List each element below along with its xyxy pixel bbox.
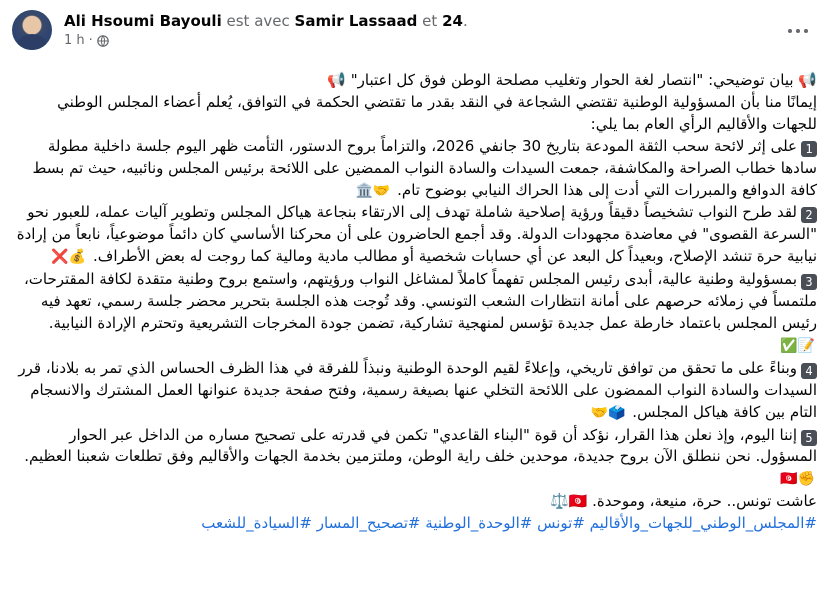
period: . bbox=[462, 12, 468, 30]
number-5-icon: 5 bbox=[801, 430, 817, 446]
post-meta bbox=[64, 33, 109, 48]
tagged-name[interactable]: Samir Lassaad bbox=[294, 12, 418, 30]
number-1-icon: 1 bbox=[801, 141, 817, 157]
author-name[interactable]: Ali Hsoumi Bayouli bbox=[64, 12, 222, 30]
post-body bbox=[12, 70, 817, 535]
globe-icon bbox=[97, 35, 109, 47]
point-4: 4وبناءً على ما تحقق من توافق تاريخي، وإعلاءً لقيم الوحدة الوطنية ونبذاً للفرقة في هذا الظرف الحساس الذي تمر به بلادنا، قرر السيدات والسادة النواب الممضون على اللائحة التخلي عنها بصيغة رسمية، وفتح صفحة جديدة عنوانها العمل المشترك والانسجام التام بين كافة هياكل المجلس. 🗳️🤝 bbox=[18, 358, 817, 421]
number-2-icon: 2 bbox=[801, 207, 817, 223]
post-closing: عاشت تونس.. حرة، منيعة، وموحدة. 🇹🇳⚖️ bbox=[549, 492, 817, 511]
and-text: et bbox=[422, 12, 438, 30]
post-header bbox=[12, 10, 817, 62]
author-line bbox=[64, 12, 468, 30]
post-lead: إيمانًا منا بأن المسؤولية الوطنية تقتضي الشجاعة في النقد بقدر ما تقتضي الحكمة في التوافق، يُعلم أعضاء المجلس الوطني للجهات والأقاليم الرأي العام بما يلي: bbox=[57, 92, 817, 133]
point-3: 3بمسؤولية وطنية عالية، أبدى رئيس المجلس تفهماً كاملاً لمشاغل النواب ورؤيتهم، واستمع بروح وطنية متقدة لكافة المقترحات، ملتمساً في زملائه حرصهم على أمانة انتظارات الشعب التونسي. وقد تُوجت هذه الجلسة بتحرير محضر جلسة رسمي، تعهد فيه رئيس المجلس باعتماد خارطة عمل جديدة تؤسس لمنهجية تشاركية، تضمن جودة المخرجات التشريعية وتحترم الإرادة النيابية. 📝✅ bbox=[23, 270, 817, 354]
post-intro: 📢 بيان توضيحي: "انتصار لغة الحوار وتغليب مصلحة الوطن فوق كل اعتبار" 📢 bbox=[327, 71, 817, 89]
number-4-icon: 4 bbox=[801, 363, 817, 379]
avatar[interactable] bbox=[12, 10, 52, 50]
others-count[interactable]: 24 bbox=[442, 12, 463, 30]
point-5: 5إننا اليوم، وإذ نعلن هذا القرار، نؤكد أن قوة "البناء القاعدي" تكمن في قدرته على تصحيح مساره من الداخل عبر الحوار المسؤول. نحن ننطلق الآن بروح جديدة، موحدين خلف راية الوطن، وملتزمين بخدمة الجهات والأقاليم وفق تطلعات شعبنا العظيم. ✊🇹🇳 bbox=[24, 425, 817, 488]
meta-dot: · bbox=[88, 33, 93, 48]
hashtags[interactable]: #المجلس_الوطني_للجهات_والأقاليم #تونس #الوحدة_الوطنية #تصحيح_المسار #السيادة_للشعب bbox=[201, 514, 817, 533]
with-text: est avec bbox=[226, 12, 290, 30]
more-options-icon[interactable] bbox=[783, 16, 813, 46]
post-time[interactable]: 1 h bbox=[64, 33, 85, 48]
point-1: 1على إثر لائحة سحب الثقة المودعة بتاريخ 30 جانفي 2026، والتزاماً بروح الدستور، التأمت ظهر اليوم جلسة داخلية مطولة سادها خطاب الصراحة والمكاشفة، جمعت السيدات والسادة النواب الممضين على اللائحة برئيس المجلس ونائبيه، حيث تم بسط كافة الدوافع والمبررات التي أدت إلى هذا الحراك النيابي بوضوح تام. 🤝🏛️ bbox=[32, 136, 817, 199]
number-3-icon: 3 bbox=[801, 274, 817, 290]
point-2: 2لقد طرح النواب تشخيصاً دقيقاً ورؤية إصلاحية شاملة تهدف إلى الارتقاء بنجاعة هياكل المجلس وتطوير آليات عمله، للعبور نحو "السرعة القصوى" في معاضدة مجهودات الدولة. وقد أجمع الحاضرون على أن محركنا الأساسي كان دائماً موضوعياً، نابعاً من إرادة نيابية حرة تنشد الإصلاح، وبعيداً كل البعد عن أي حسابات شخصية أو مطالب مادية ومالية كما روجت له بعض الأطراف. 💰❌ bbox=[16, 203, 817, 266]
